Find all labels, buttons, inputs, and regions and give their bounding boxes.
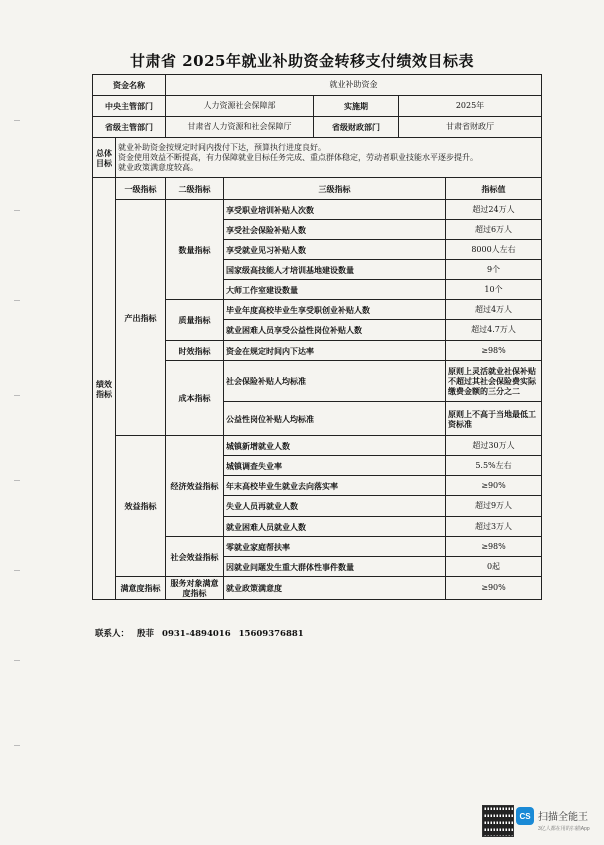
indicator-name: 年末高校毕业生就业去向落实率 [224, 476, 446, 496]
benefit-indicator: 效益指标 [116, 436, 166, 577]
indicator-name: 就业困难人员就业人数 [224, 517, 446, 537]
indicator-name: 就业困难人员享受公益性岗位补贴人数 [224, 320, 446, 341]
perf-indicator-label: 绩效指标 [93, 178, 116, 600]
satisfaction-indicator: 满意度指标 [116, 577, 166, 600]
econ-benefit-indicator: 经济效益指标 [166, 436, 224, 537]
indicator-value: ≥90% [446, 476, 542, 496]
indicator-value: 超过3万人 [446, 517, 542, 537]
table-row [93, 436, 542, 456]
performance-table [92, 74, 542, 600]
indicator-value: ≥90% [446, 577, 542, 600]
fund-value: 就业补助资金 [166, 75, 542, 96]
quantity-indicator: 数量指标 [166, 200, 224, 300]
quality-indicator: 质量指标 [166, 300, 224, 341]
indicator-name: 社会保险补贴人均标准 [224, 361, 446, 402]
central-dept-label: 中央主管部门 [93, 96, 166, 117]
timeliness-indicator: 时效指标 [166, 341, 224, 361]
app-name: 扫描全能王 [538, 812, 588, 823]
indicator-value: ≥98% [446, 341, 542, 361]
table-row [93, 577, 542, 600]
table-row [93, 75, 542, 96]
table-row [93, 138, 542, 178]
prov-dept-label: 省级主管部门 [93, 117, 166, 138]
indicator-value: 10个 [446, 280, 542, 300]
indicator-value: 5.5%左右 [446, 456, 542, 476]
indicator-name: 就业政策满意度 [224, 577, 446, 600]
indicator-name: 毕业年度高校毕业生享受职创业补贴人数 [224, 300, 446, 320]
camscanner-logo-icon: CS [516, 807, 534, 825]
output-indicator: 产出指标 [116, 200, 166, 436]
overall-goal-label: 总体目标 [93, 138, 116, 178]
indicator-value: 超过9万人 [446, 496, 542, 517]
prov-fin-value: 甘肃省财政厅 [399, 117, 542, 138]
fund-label: 资金名称 [93, 75, 166, 96]
overall-goal-line: 就业政策满意度较高。 [118, 162, 198, 172]
indicator-value: 超过30万人 [446, 436, 542, 456]
contact-line [95, 627, 312, 639]
prov-dept-value: 甘肃省人力资源和社会保障厅 [166, 117, 314, 138]
scanner-watermark [482, 805, 600, 841]
table-row [93, 178, 542, 200]
indicator-value: 原则上灵活就业社保补贴不超过其社会保险费实际缴费金额的三分之二 [446, 361, 542, 402]
contact-name: 殷菲 [137, 629, 155, 639]
social-benefit-indicator: 社会效益指标 [166, 537, 224, 577]
col-level1: 一级指标 [116, 178, 166, 200]
period-label: 实施期 [314, 96, 399, 117]
central-dept-value: 人力资源社会保障部 [166, 96, 314, 117]
indicator-value: 8000人左右 [446, 240, 542, 260]
indicator-name: 城镇调查失业率 [224, 456, 446, 476]
col-value: 指标值 [446, 178, 542, 200]
indicator-value: ≥98% [446, 537, 542, 557]
indicator-name: 零就业家庭帮扶率 [224, 537, 446, 557]
page-title: 甘肃省 2025年就业补助资金转移支付绩效目标表 [130, 52, 474, 70]
indicator-name: 城镇新增就业人数 [224, 436, 446, 456]
indicator-value: 超过24万人 [446, 200, 542, 220]
scan-edge-marks [14, 0, 20, 845]
period-value: 2025年 [399, 96, 542, 117]
overall-goal-text [116, 138, 542, 178]
col-level3: 三级指标 [224, 178, 446, 200]
col-level2: 二级指标 [166, 178, 224, 200]
service-satisfaction-indicator: 服务对象满意度指标 [166, 577, 224, 600]
indicator-value: 原则上不高于当地最低工资标准 [446, 402, 542, 436]
indicator-name: 公益性岗位补贴人均标准 [224, 402, 446, 436]
table-row [93, 117, 542, 138]
app-tagline: 3亿人都在用的扫描App [538, 826, 590, 832]
overall-goal-line: 资金使用效益不断提高，有力保障就业目标任务完成、重点群体稳定，劳动者职业技能水平逐步提升。 [118, 152, 478, 162]
table-row [93, 96, 542, 117]
indicator-name: 国家级高技能人才培训基地建设数量 [224, 260, 446, 280]
indicator-name: 大师工作室建设数量 [224, 280, 446, 300]
overall-goal-line: 就业补助资金按规定时间内拨付下达，预算执行进度良好。 [118, 142, 326, 152]
indicator-value: 9个 [446, 260, 542, 280]
contact-mobile: 15609376881 [238, 629, 304, 639]
contact-phone: 0931-4894016 [162, 629, 231, 639]
indicator-name: 享受职业培训补贴人次数 [224, 200, 446, 220]
indicator-value: 超过4.7万人 [446, 320, 542, 341]
indicator-name: 失业人员再就业人数 [224, 496, 446, 517]
prov-fin-label: 省级财政部门 [314, 117, 399, 138]
indicator-name: 因就业问题发生重大群体性事件数量 [224, 557, 446, 577]
qr-code-icon [482, 805, 514, 837]
cost-indicator: 成本指标 [166, 361, 224, 436]
table-row [93, 200, 542, 220]
indicator-name: 享受社会保险补贴人数 [224, 220, 446, 240]
indicator-value: 0起 [446, 557, 542, 577]
indicator-value: 超过4万人 [446, 300, 542, 320]
indicator-name: 资金在规定时间内下达率 [224, 341, 446, 361]
contact-label: 联系人： [95, 629, 130, 639]
indicator-name: 享受就业见习补贴人数 [224, 240, 446, 260]
indicator-value: 超过6万人 [446, 220, 542, 240]
